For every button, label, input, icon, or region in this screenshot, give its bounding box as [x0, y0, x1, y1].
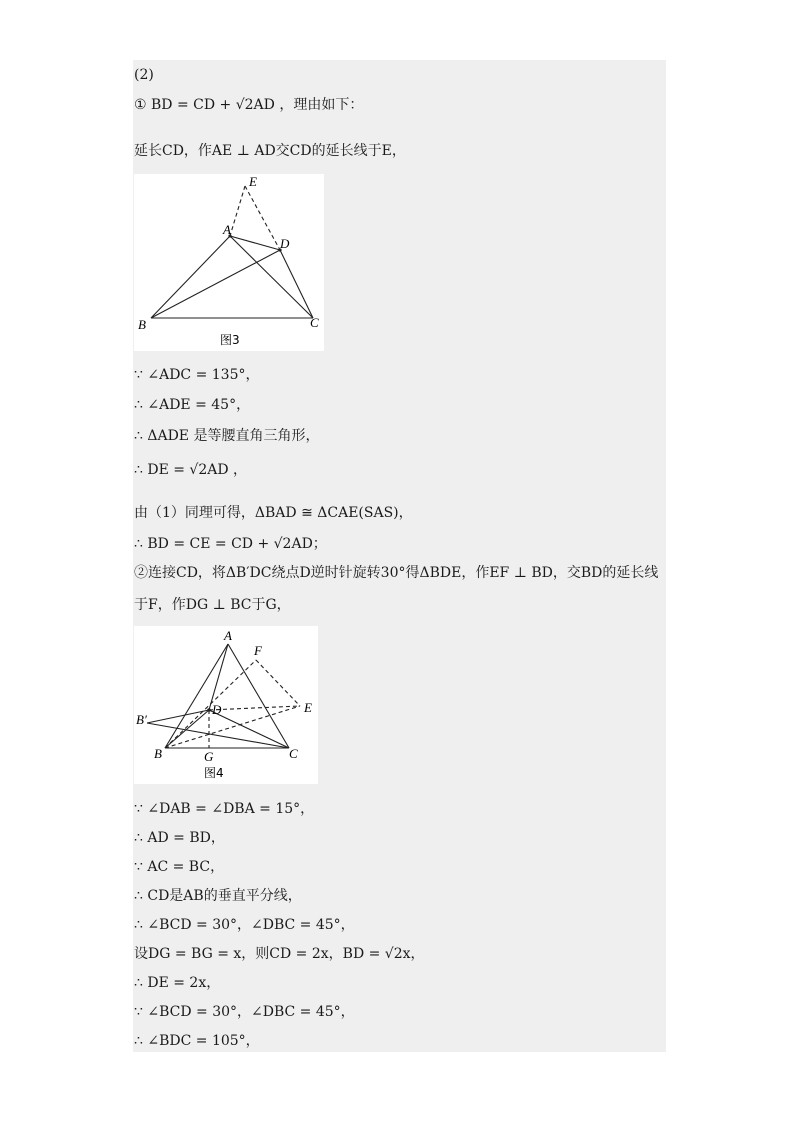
label-a: A: [223, 222, 231, 237]
segment-fe-dashed: [256, 660, 300, 706]
isosceles-line: ∴ ΔADE 是等腰直角三角形，: [134, 428, 320, 444]
figure-4-diagram: [134, 626, 318, 784]
label-g: G: [204, 749, 214, 764]
segment-ba: [165, 644, 228, 748]
claim-line: ① BD = CD + √2AD ，理由如下：: [134, 97, 364, 113]
label-c: C: [289, 746, 298, 761]
angle-ade-line: ∴ ∠ADE = 45°，: [134, 397, 251, 413]
segment-ed-dashed: [245, 186, 280, 250]
congruence-line: 由（1）同理可得，ΔBAD ≅ ΔCAE(SAS)，: [134, 505, 413, 521]
segment-ad: [209, 644, 228, 710]
label-b: B: [154, 746, 162, 761]
figure-4-caption: 图4: [204, 766, 224, 780]
segment-bprime-d: [147, 710, 209, 723]
label-b: B: [138, 317, 146, 332]
label-f: F: [254, 643, 262, 658]
angle-dab-line: ∵ ∠DAB = ∠DBA = 15°，: [134, 801, 315, 817]
segment-ba: [151, 236, 230, 318]
label-a: A: [224, 628, 232, 643]
de-2x-line: ∴ DE = 2x，: [134, 975, 221, 991]
label-c: C: [310, 315, 319, 330]
label-e: E: [249, 174, 257, 189]
bd-result-line: ∴ BD = CE = CD + √2AD；: [134, 536, 327, 552]
figure-4: [134, 626, 318, 784]
construction-line: 延长CD，作AE ⊥ AD交CD的延长线于E，: [134, 143, 406, 159]
part-number: (2): [134, 67, 154, 83]
angle-bdc-line: ∴ ∠BDC = 105°，: [134, 1033, 260, 1049]
figure-3: [134, 174, 324, 351]
ad-bd-line: ∴ AD = BD，: [134, 830, 225, 846]
segment-be-dashed: [165, 706, 300, 748]
rotation-line: ②连接CD，将ΔB′DC绕点D逆时针旋转30°得ΔBDE，作EF ⊥ BD，交BD的延长线: [134, 565, 659, 581]
de-equation-line: ∴ DE = √2AD ，: [134, 462, 248, 478]
segment-bd: [151, 250, 280, 318]
let-x-line: 设DG = BG = x，则CD = 2x，BD = √2x，: [134, 946, 425, 962]
figure-3-diagram: [134, 174, 324, 351]
segment-dc: [280, 250, 313, 318]
angle-adc-line: ∵ ∠ADC = 135°，: [134, 367, 260, 383]
segment-de-dashed: [209, 706, 300, 710]
label-e: E: [304, 700, 312, 715]
figure-3-caption: 图3: [220, 333, 240, 347]
label-d: D: [280, 236, 290, 251]
label-b-prime: B′: [136, 712, 147, 727]
angles-line: ∴ ∠BCD = 30°，∠DBC = 45°，: [134, 917, 355, 933]
bisector-line: ∴ CD是AB的垂直平分线，: [134, 888, 302, 904]
segment-ac: [230, 236, 313, 318]
segment-bprime-c: [147, 723, 289, 748]
ac-bc-line: ∵ AC = BC，: [134, 859, 225, 875]
segment-ac: [228, 644, 289, 748]
perpendicular-line: 于F，作DG ⊥ BC于G，: [134, 597, 291, 613]
segment-ea-dashed: [230, 186, 245, 236]
angles-repeat-line: ∵ ∠BCD = 30°，∠DBC = 45°，: [134, 1004, 355, 1020]
label-d: D: [212, 702, 222, 717]
